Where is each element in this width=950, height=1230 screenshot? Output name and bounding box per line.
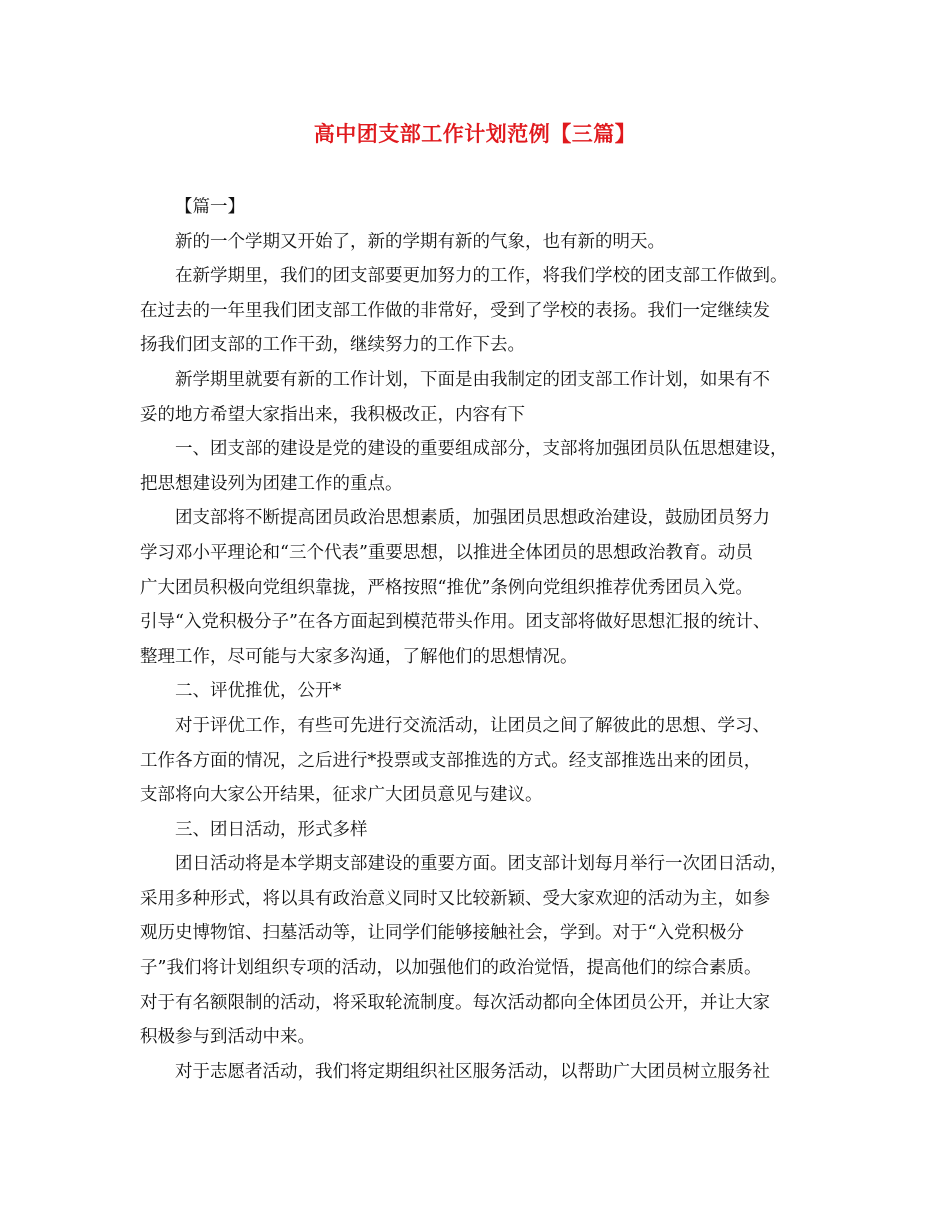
paragraph-line: 观历史博物馆、扫墓活动等，让同学们能够接触社会，学到。对于“入党积极分 [140, 923, 744, 944]
paragraph-line: 把思想建设列为团建工作的重点。 [140, 473, 403, 494]
paragraph-line: 对于评优工作，有些可先进行交流活动，让团员之间了解彼此的思想、学习、 [175, 715, 770, 736]
paragraph-line: 积极参与到活动中来。 [140, 1027, 315, 1048]
document-body [140, 190, 824, 1089]
document-title: 高中团支部工作计划范例【三篇】 [313, 121, 637, 146]
paragraph-line: 团日活动将是本学期支部建设的重要方面。团支部计划每月举行一次团日活动， [175, 854, 788, 875]
paragraph-line: 妥的地方希望大家指出来，我积极改正，内容有下 [140, 404, 525, 425]
paragraph-line: 广大团员积极向党组织靠拢，严格按照“推优”条例向党组织推荐优秀团员入党。 [140, 577, 753, 598]
section-heading-three: 三、团日活动，形式多样 [175, 819, 368, 840]
paragraph-line: 新学期里就要有新的工作计划，下面是由我制定的团支部工作计划，如果有不 [175, 369, 770, 390]
paragraph-line: 对于志愿者活动，我们将定期组织社区服务活动，以帮助广大团员树立服务社 [175, 1061, 770, 1082]
paragraph-line: 学习邓小平理论和“三个代表”重要思想，以推进全体团员的思想政治教育。动员 [140, 542, 753, 563]
paragraph-line: 在过去的一年里我们团支部工作做的非常好，受到了学校的表扬。我们一定继续发 [140, 300, 770, 321]
paragraph-line: 支部将向大家公开结果，征求广大团员意见与建议。 [140, 785, 543, 806]
paragraph-line: 在新学期里，我们的团支部要更加努力的工作，将我们学校的团支部工作做到。 [175, 266, 788, 287]
section-heading-part-one: 【篇一】 [175, 197, 245, 217]
paragraph-line: 整理工作，尽可能与大家多沟通，了解他们的思想情况。 [140, 646, 578, 667]
paragraph-line: 工作各方面的情况，之后进行*投票或支部推选的方式。经支部推选出来的团员， [140, 750, 762, 771]
paragraph-line: 子”我们将计划组织专项的活动，以加强他们的政治觉悟，提高他们的综合素质。 [140, 958, 762, 979]
paragraph-line: 扬我们团支部的工作干劲，继续努力的工作下去。 [140, 335, 525, 356]
paragraph-line: 对于有名额限制的活动，将采取轮流制度。每次活动都向全体团员公开，并让大家 [140, 992, 770, 1013]
section-heading-two: 二、评优推优，公开* [175, 681, 342, 702]
paragraph-line: 新的一个学期又开始了，新的学期有新的气象，也有新的明天。 [175, 231, 665, 252]
paragraph-line: 一、团支部的建设是党的建设的重要组成部分，支部将加强团员队伍思想建设， [175, 439, 788, 460]
paragraph-line: 引导“入党积极分子”在各方面起到模范带头作用。团支部将做好思想汇报的统计、 [140, 612, 771, 633]
paragraph-line: 采用多种形式，将以具有政治意义同时又比较新颖、受大家欢迎的活动为主，如参 [140, 888, 770, 909]
paragraph-line: 团支部将不断提高团员政治思想素质，加强团员思想政治建设，鼓励团员努力 [175, 508, 770, 529]
